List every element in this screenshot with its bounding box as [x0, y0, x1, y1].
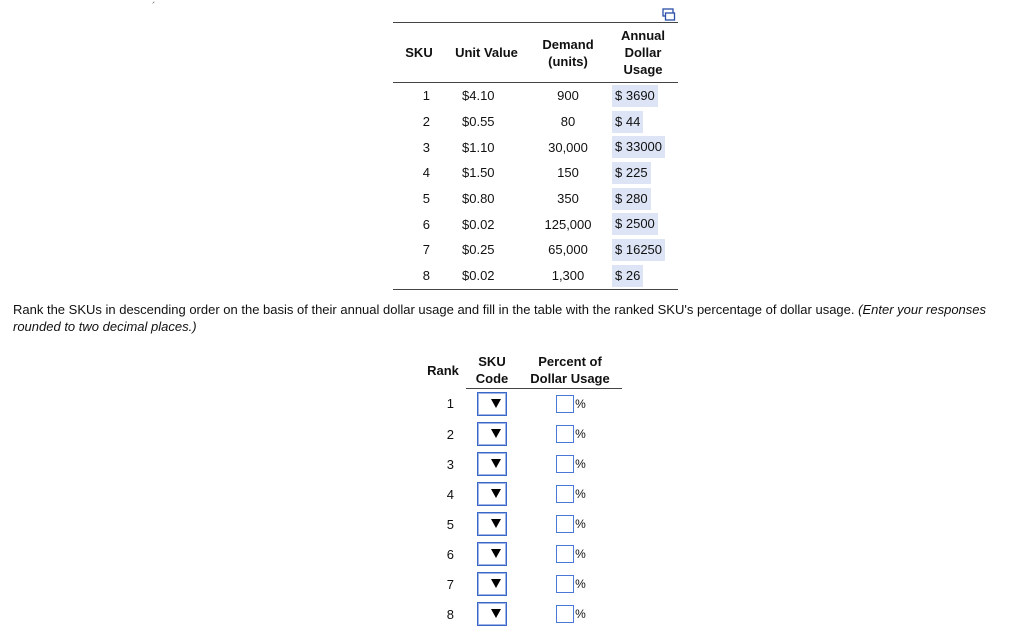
percent-field-wrap	[556, 395, 586, 413]
cell-sku: 7	[422, 242, 430, 258]
sku-code-cell	[466, 599, 518, 629]
dropdown-arrow-icon	[490, 458, 502, 470]
percent-sign: %	[575, 517, 586, 531]
dropdown-arrow-icon	[490, 578, 502, 590]
table-row	[393, 160, 678, 186]
usage-amount: 26	[625, 267, 641, 283]
sku-code-cell	[466, 539, 518, 569]
cell-annual-usage	[608, 237, 678, 263]
percent-cell	[518, 509, 622, 539]
usage-amount: 44	[625, 113, 641, 129]
sku-code-cell	[466, 509, 518, 539]
usage-currency: $	[615, 164, 623, 180]
usage-currency: $	[615, 87, 623, 103]
dropdown-arrow-icon	[490, 548, 502, 560]
sku-code-cell	[466, 389, 518, 420]
cell-annual-usage	[608, 263, 678, 289]
percent-cell	[518, 389, 622, 420]
cell-unit-value: $1.50	[462, 165, 495, 181]
percent-field-wrap	[556, 425, 586, 443]
usage-amount: 16250	[625, 241, 663, 257]
sku-code-select[interactable]	[477, 482, 507, 506]
rank-row	[420, 599, 622, 629]
dropdown-arrow-icon	[490, 488, 502, 500]
stray-mark: ´	[152, 1, 156, 13]
rank-number: 8	[446, 606, 454, 622]
percent-input[interactable]	[556, 575, 574, 593]
percent-field-wrap	[556, 485, 586, 503]
sku-code-cell	[466, 479, 518, 509]
dropdown-arrow-icon	[490, 608, 502, 620]
percent-input[interactable]	[556, 545, 574, 563]
percent-sign: %	[575, 457, 586, 471]
rank-row	[420, 509, 622, 539]
cell-unit-value: $0.25	[462, 242, 495, 258]
header-annual-usage	[608, 23, 678, 83]
sku-data-table	[393, 22, 678, 290]
sku-code-select[interactable]	[477, 392, 507, 416]
header-sku: SKU	[393, 23, 445, 83]
cell-sku: 8	[393, 263, 445, 289]
cell-unit-value: $0.02	[445, 263, 528, 289]
table-row	[393, 263, 678, 289]
cell-demand: 125,000	[544, 216, 592, 232]
rank-table-header-row	[420, 352, 622, 389]
percent-field-wrap	[556, 515, 586, 533]
rank-answer-table	[420, 352, 622, 629]
header-annual-line2: Dollar	[624, 45, 662, 60]
instruction-note: (Enter your responses rounded to two decimal places.)	[13, 302, 987, 334]
percent-input[interactable]	[556, 395, 574, 413]
rank-number: 6	[446, 546, 454, 562]
cell-sku: 3	[422, 139, 430, 155]
sku-code-select[interactable]	[477, 422, 507, 446]
header-demand	[528, 23, 608, 83]
cell-demand: 350	[557, 191, 579, 207]
cell-annual-usage	[608, 186, 678, 212]
header-sku-code	[466, 352, 518, 389]
header-annual-line3: Usage	[623, 62, 663, 77]
percent-sign: %	[575, 397, 586, 411]
cell-annual-usage	[608, 211, 678, 237]
cell-annual-usage	[608, 160, 678, 186]
cell-unit-value: $0.02	[462, 216, 495, 232]
rank-number: 1	[446, 396, 454, 412]
percent-input[interactable]	[556, 605, 574, 623]
sku-code-select[interactable]	[477, 452, 507, 476]
header-pct-line2: Dollar Usage	[530, 371, 610, 386]
usage-amount: 33000	[625, 139, 663, 155]
usage-value-box	[612, 213, 658, 235]
header-sku-line2: Code	[475, 371, 509, 386]
percent-sign: %	[575, 427, 586, 441]
rank-number: 2	[446, 426, 454, 442]
usage-value-box	[612, 162, 651, 184]
usage-currency: $	[615, 241, 623, 257]
cell-demand: 150	[557, 165, 579, 181]
cell-annual-usage	[608, 134, 678, 160]
cell-unit-value: $0.55	[462, 114, 495, 130]
dropdown-arrow-icon	[490, 428, 502, 440]
cell-annual-usage	[608, 83, 678, 109]
percent-sign: %	[575, 607, 586, 621]
header-pct-line1: Percent of	[538, 354, 602, 369]
cell-demand: 80	[560, 114, 576, 130]
rank-row	[420, 419, 622, 449]
percent-cell	[518, 479, 622, 509]
header-unit-value: Unit Value	[445, 23, 528, 83]
instruction-text	[13, 301, 1003, 335]
header-demand-line1: Demand	[542, 36, 594, 52]
percent-sign: %	[575, 577, 586, 591]
rank-row	[420, 569, 622, 599]
header-percent	[518, 352, 622, 389]
rank-number: 7	[446, 576, 454, 592]
cell-demand: 1,300	[528, 263, 608, 289]
percent-input[interactable]	[556, 425, 574, 443]
rank-number: 3	[446, 456, 454, 472]
usage-amount: 2500	[625, 216, 655, 232]
cell-sku: 1	[422, 88, 430, 104]
percent-cell	[518, 569, 622, 599]
usage-value-box	[612, 265, 643, 287]
usage-value-box	[612, 136, 665, 158]
dropdown-arrow-icon	[490, 518, 502, 530]
percent-sign: %	[575, 487, 586, 501]
cell-demand: 65,000	[548, 242, 588, 258]
header-annual-line1: Annual	[620, 28, 666, 43]
rank-row	[420, 449, 622, 479]
table-row	[393, 237, 678, 263]
usage-amount: 280	[625, 190, 648, 206]
table-row	[393, 134, 678, 160]
percent-field-wrap	[556, 575, 586, 593]
header-sku-line1: SKU	[478, 354, 506, 369]
percent-cell	[518, 449, 622, 479]
usage-currency: $	[615, 267, 623, 283]
percent-cell	[518, 539, 622, 569]
header-demand-line2: (units)	[548, 53, 588, 69]
table-row	[393, 211, 678, 237]
table-row	[393, 83, 678, 109]
data-table-header-row	[393, 23, 678, 83]
usage-currency: $	[615, 113, 623, 129]
usage-value-box	[612, 111, 643, 133]
instruction-main: Rank the SKUs in descending order on the basis of their annual dollar usage and fill in the table with the ranked SKU's percentage of dollar usage.	[13, 302, 859, 317]
percent-input[interactable]	[556, 515, 574, 533]
usage-currency: $	[615, 190, 623, 206]
percent-sign: %	[575, 547, 586, 561]
sku-code-cell	[466, 569, 518, 599]
sku-code-select[interactable]	[477, 572, 507, 596]
rank-number: 4	[446, 486, 454, 502]
table-row	[393, 109, 678, 135]
cell-sku: 5	[422, 191, 430, 207]
table-row	[393, 186, 678, 212]
usage-amount: 225	[625, 164, 648, 180]
percent-field-wrap	[556, 545, 586, 563]
rank-number: 5	[446, 516, 454, 532]
usage-amount: 3690	[625, 87, 655, 103]
percent-cell	[518, 599, 622, 629]
percent-field-wrap	[556, 605, 586, 623]
sku-code-select[interactable]	[477, 602, 507, 626]
usage-currency: $	[615, 139, 623, 155]
sku-code-cell	[466, 449, 518, 479]
percent-cell	[518, 419, 622, 449]
cell-demand: 900	[557, 88, 579, 104]
cell-annual-usage	[608, 109, 678, 135]
usage-currency: $	[615, 216, 623, 232]
percent-input[interactable]	[556, 455, 574, 473]
cell-demand: 30,000	[548, 139, 588, 155]
cell-sku: 6	[422, 216, 430, 232]
cell-unit-value: $0.80	[462, 191, 495, 207]
dropdown-arrow-icon	[490, 398, 502, 410]
sku-code-select[interactable]	[477, 512, 507, 536]
rank-row	[420, 479, 622, 509]
rank-row	[420, 539, 622, 569]
sku-code-select[interactable]	[477, 542, 507, 566]
header-rank: Rank	[427, 362, 459, 378]
copy-icon[interactable]	[662, 8, 676, 22]
usage-value-box	[612, 85, 658, 107]
sku-code-cell	[466, 419, 518, 449]
percent-input[interactable]	[556, 485, 574, 503]
cell-unit-value: $1.10	[462, 139, 495, 155]
percent-field-wrap	[556, 455, 586, 473]
cell-unit-value: $4.10	[462, 88, 495, 104]
rank-row	[420, 389, 622, 420]
usage-value-box	[612, 188, 651, 210]
cell-sku: 4	[422, 165, 430, 181]
cell-sku: 2	[422, 114, 430, 130]
usage-value-box	[612, 239, 665, 261]
